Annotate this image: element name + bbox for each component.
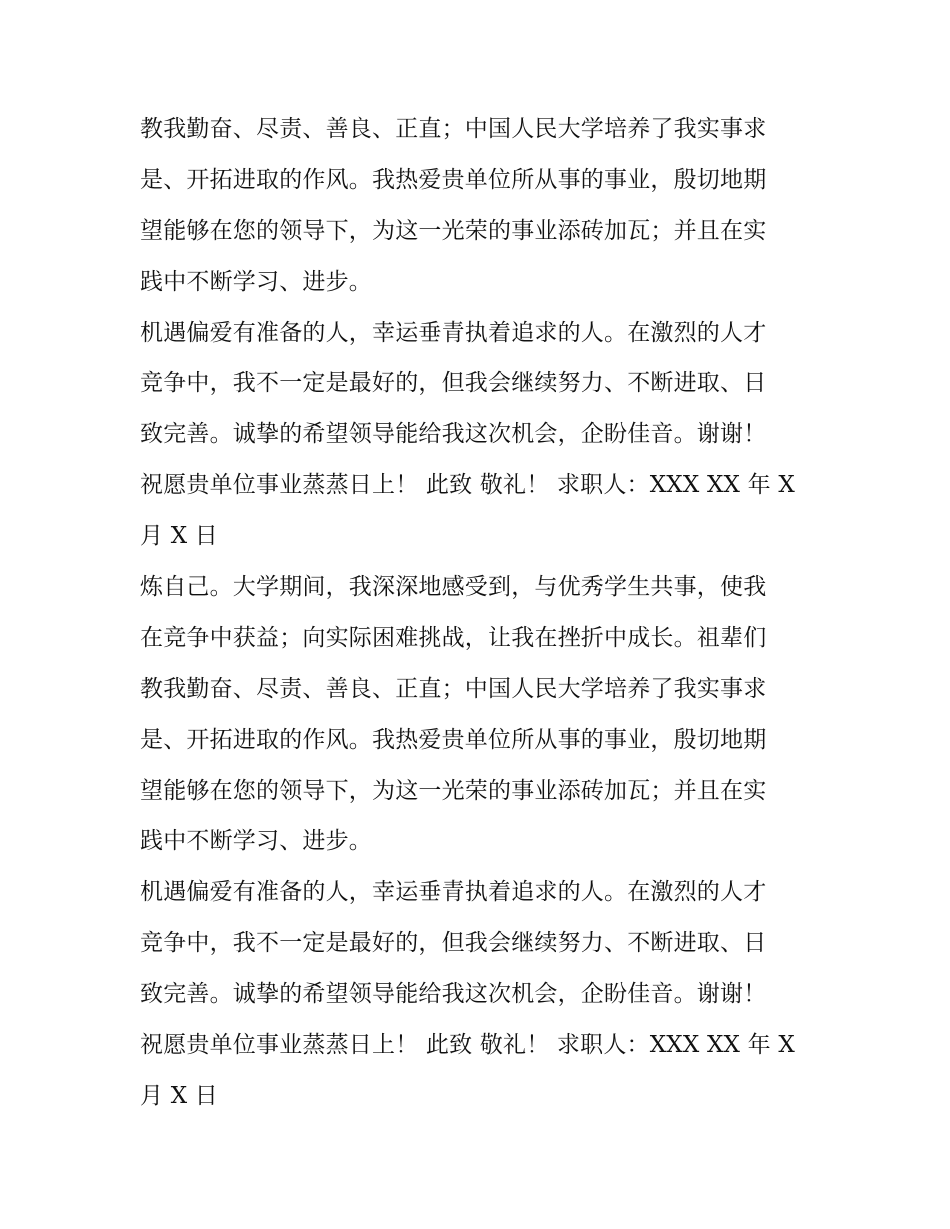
text-line: 教我勤奋、尽责、善良、正直；中国人民大学培养了我实事求 xyxy=(140,675,767,702)
text-line: 月 X 日 xyxy=(140,1082,218,1109)
text-line: 教我勤奋、尽责、善良、正直；中国人民大学培养了我实事求 xyxy=(140,116,767,142)
text-line: 机遇偏爱有准备的人，幸运垂青执着追求的人。在激烈的人才 xyxy=(140,879,767,906)
text-line: 竞争中，我不一定是最好的，但我会继续努力、不断进取、日 xyxy=(140,930,767,957)
text-line: 践中不断学习、进步。 xyxy=(140,268,372,295)
text-line: 是、开拓进取的作风。我热爱贵单位所从事的事业，殷切地期 xyxy=(140,726,767,753)
text-line: 在竞争中获益；向实际困难挑战，让我在挫折中成长。祖辈们 xyxy=(140,624,767,651)
text-line: 践中不断学习、进步。 xyxy=(140,828,372,855)
text-line: 望能够在您的领导下，为这一光荣的事业添砖加瓦；并且在实 xyxy=(140,217,767,244)
text-line: 望能够在您的领导下，为这一光荣的事业添砖加瓦；并且在实 xyxy=(140,777,767,804)
text-line: 致完善。诚挚的希望领导能给我这次机会，企盼佳音。谢谢！ xyxy=(140,421,767,448)
text-line: 是、开拓进取的作风。我热爱贵单位所从事的事业，殷切地期 xyxy=(140,166,767,193)
text-line: 竞争中，我不一定是最好的，但我会继续努力、不断进取、日 xyxy=(140,370,767,397)
text-line: 祝愿贵单位事业蒸蒸日上！ 此致 敬礼！ 求职人：XXX XX 年 X xyxy=(140,472,795,499)
text-line: 月 X 日 xyxy=(140,523,218,550)
document-body xyxy=(140,104,820,1122)
text-line: 炼自己。大学期间，我深深地感受到，与优秀学生共事，使我 xyxy=(140,574,767,601)
text-line: 致完善。诚挚的希望领导能给我这次机会，企盼佳音。谢谢！ xyxy=(140,981,767,1008)
text-line: 祝愿贵单位事业蒸蒸日上！ 此致 敬礼！ 求职人：XXX XX 年 X xyxy=(140,1032,795,1059)
text-line: 机遇偏爱有准备的人，幸运垂青执着追求的人。在激烈的人才 xyxy=(140,319,767,346)
